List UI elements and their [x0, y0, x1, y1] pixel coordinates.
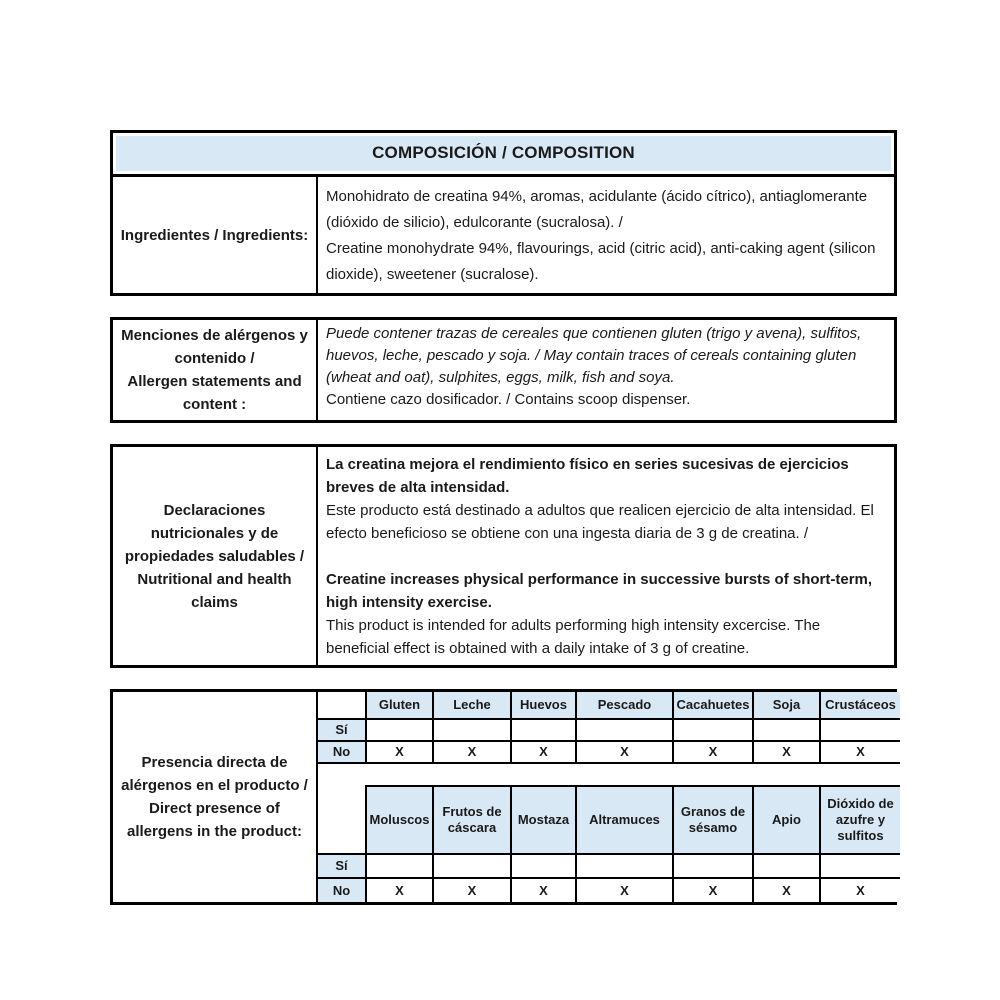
claims-regular-en: This product is intended for adults performing high intensity excercise. The beneficial effect is obtained with a daily intake of 3 g of creatine.: [326, 617, 821, 657]
claims-label: Declaraciones nutricionales y de propiedades saludables / Nutritional and health claims: [113, 447, 318, 665]
allergen-header-apio: Apio: [753, 786, 820, 854]
allergen-header-altramuces: Altramuces: [576, 786, 673, 854]
allergen-header-dioxido-de-azufre: Dióxido de azufre y sulfitos: [820, 786, 900, 854]
allergen-statements-content: [318, 320, 894, 420]
allergen-yes-cell: [820, 719, 900, 741]
allergen-yes-cell: [511, 719, 576, 741]
allergen-header-gluten: Gluten: [366, 692, 433, 719]
allergen-no-cell: X: [433, 741, 511, 763]
allergen-yes-cell: [673, 719, 753, 741]
allergen-table-1: [318, 692, 900, 764]
allergen-presence-tables: [318, 692, 900, 902]
allergen-yes-cell: [820, 854, 900, 878]
table1-corner-cell: [318, 692, 366, 719]
ingredients-text-es: Monohidrato de creatina 94%, aromas, acidulante (ácido cítrico), antiaglomerante (dióxido de silicio), edulcorante (sucralosa). /: [326, 188, 868, 231]
claims-section: [110, 444, 897, 668]
allergen-yes-cell: [511, 854, 576, 878]
table2-corner-cell: [318, 786, 366, 854]
allergen-table2-no-row: [318, 878, 900, 902]
allergen-statements-section: [110, 317, 897, 423]
allergen-statements-label-en: Allergen statements and content :: [127, 373, 302, 413]
allergen-no-cell: X: [366, 741, 433, 763]
claims-bold-en: Creatine increases physical performance in successive bursts of short-term, high intensity exercise.: [326, 571, 873, 611]
allergen-yes-cell: [753, 854, 820, 878]
document-title: COMPOSICIÓN / COMPOSITION: [116, 136, 891, 171]
allergen-header-cacahuetes: Cacahuetes: [673, 692, 753, 719]
allergen-header-huevos: Huevos: [511, 692, 576, 719]
allergen-no-cell: X: [673, 878, 753, 902]
no-row-label: No: [318, 878, 366, 902]
allergen-table1-header-row: [318, 692, 900, 719]
allergen-yes-cell: [433, 719, 511, 741]
allergen-presence-section: [110, 689, 897, 905]
allergen-no-cell: X: [673, 741, 753, 763]
allergen-no-cell: X: [511, 878, 576, 902]
allergen-presence-label: Presencia directa de alérgenos en el producto / Direct presence of allergens in the product:: [113, 692, 318, 902]
allergen-no-cell: X: [753, 878, 820, 902]
ingredients-content: [318, 177, 894, 293]
allergen-yes-cell: [673, 854, 753, 878]
allergen-header-moluscos: Moluscos: [366, 786, 433, 854]
allergen-statements-label-es: Menciones de alérgenos y contenido /: [121, 327, 308, 367]
allergen-no-cell: X: [366, 878, 433, 902]
composition-document: [110, 130, 897, 905]
allergen-table-2: [318, 785, 900, 902]
ingredients-section: [110, 177, 897, 296]
allergen-yes-cell: [366, 719, 433, 741]
allergen-no-cell: X: [511, 741, 576, 763]
ingredients-label: Ingredientes / Ingredients:: [113, 177, 318, 293]
allergen-header-soja: Soja: [753, 692, 820, 719]
claims-regular-es: Este producto está destinado a adultos que realicen ejercicio de alta intensidad. El efecto beneficioso se obtiene con una ingesta diaria de 3 g de creatina. /: [326, 502, 874, 542]
allergen-header-leche: Leche: [433, 692, 511, 719]
table-gap-spacer: [318, 764, 900, 785]
allergen-no-cell: X: [753, 741, 820, 763]
title-bar: [110, 130, 897, 177]
allergen-no-cell: X: [820, 741, 900, 763]
yes-row-label: Sí: [318, 719, 366, 741]
allergen-header-mostaza: Mostaza: [511, 786, 576, 854]
allergen-no-cell: X: [820, 878, 900, 902]
ingredients-text-en: Creatine monohydrate 94%, flavourings, acid (citric acid), anti-caking agent (silicon dioxide), sweetener (sucralose).: [326, 240, 876, 283]
allergen-table2-yes-row: [318, 854, 900, 878]
allergen-header-frutos-de-cascara: Frutos de cáscara: [433, 786, 511, 854]
no-row-label: No: [318, 741, 366, 763]
allergen-header-granos-de-sesamo: Granos de sésamo: [673, 786, 753, 854]
allergen-header-crustaceos: Crustáceos: [820, 692, 900, 719]
claims-content: [318, 447, 894, 665]
yes-row-label: Sí: [318, 854, 366, 878]
allergen-statements-label: [113, 320, 318, 420]
allergen-yes-cell: [433, 854, 511, 878]
allergen-yes-cell: [366, 854, 433, 878]
allergen-table2-header-row: [318, 786, 900, 854]
allergen-yes-cell: [576, 854, 673, 878]
allergen-table1-no-row: [318, 741, 900, 763]
allergen-no-cell: X: [576, 878, 673, 902]
allergen-no-cell: X: [433, 878, 511, 902]
allergen-traces-text: Puede contener trazas de cereales que contienen gluten (trigo y avena), sulfitos, huevos, leche, pescado y soja. / May contain traces of cereals containing gluten (wheat and oat), sulphites, eggs, milk, fish and soya.: [326, 325, 862, 386]
allergen-no-cell: X: [576, 741, 673, 763]
allergen-header-pescado: Pescado: [576, 692, 673, 719]
claims-bold-es: La creatina mejora el rendimiento físico en series sucesivas de ejercicios breves de alta intensidad.: [326, 456, 849, 496]
claims-blank-line: [326, 545, 886, 568]
scoop-dispenser-text: Contiene cazo dosificador. / Contains scoop dispenser.: [326, 391, 691, 408]
allergen-yes-cell: [753, 719, 820, 741]
allergen-table1-yes-row: [318, 719, 900, 741]
allergen-yes-cell: [576, 719, 673, 741]
